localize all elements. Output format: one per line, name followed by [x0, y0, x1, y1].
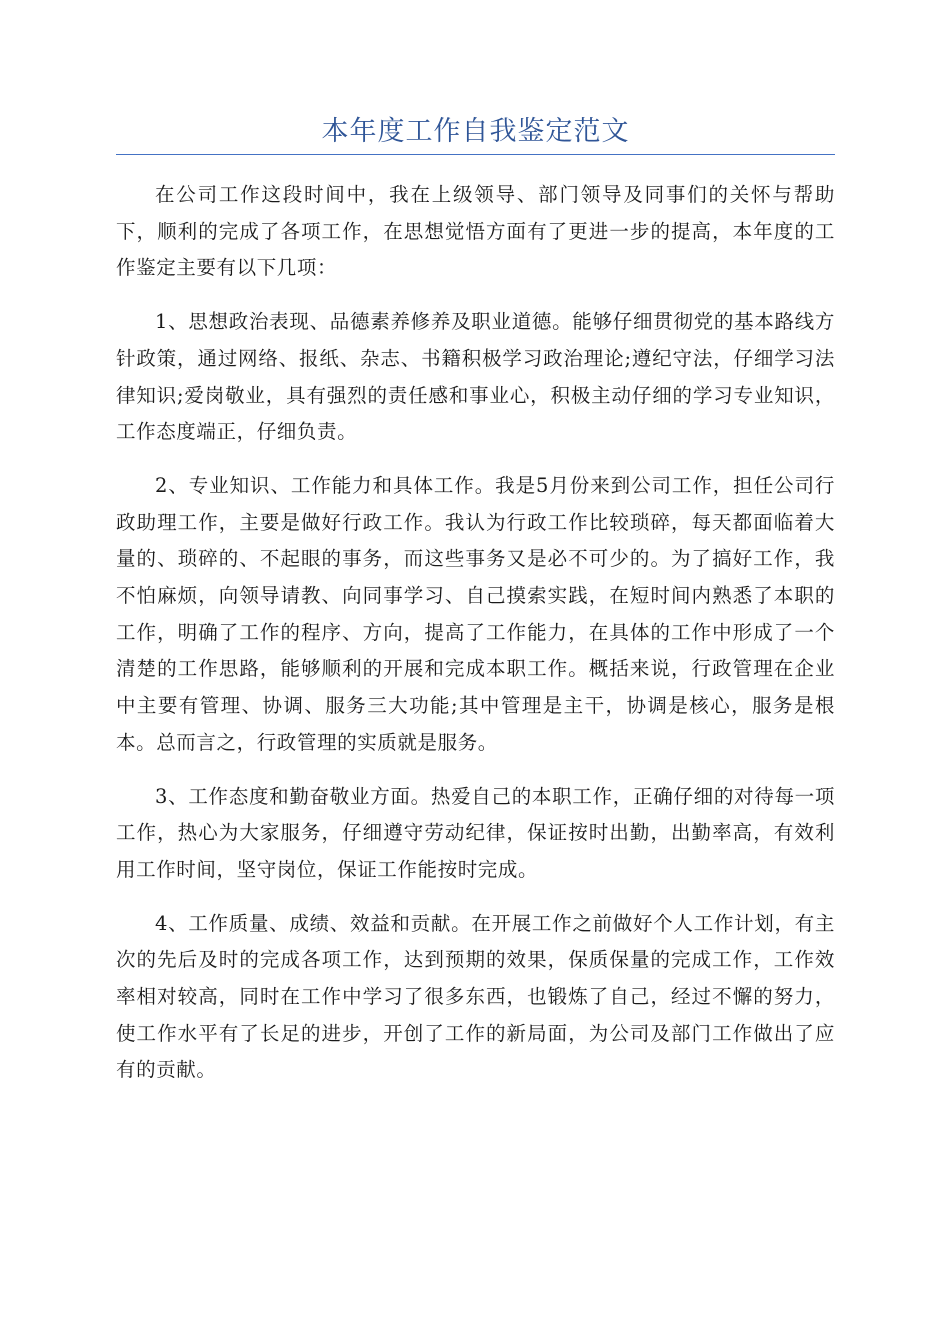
- title-underline: [116, 154, 835, 155]
- section-2-paragraph: 2、专业知识、工作能力和具体工作。我是5月份来到公司工作，担任公司行政助理工作，主要是做好行政工作。我认为行政工作比较琐碎，每天都面临着大量的、琐碎的、不起眼的事务，而这些事务又是必不可少的。为了搞好工作，我不怕麻烦，向领导请教、向同事学习、自己摸索实践，在短时间内熟悉了本职的工作，明确了工作的程序、方向，提高了工作能力，在具体的工作中形成了一个清楚的工作思路，能够顺利的开展和完成本职工作。概括来说，行政管理在企业中主要有管理、协调、服务三大功能;其中管理是主干，协调是核心，服务是根本。总而言之，行政管理的实质就是服务。: [116, 473, 835, 754]
- section-4-paragraph: 4、工作质量、成绩、效益和贡献。在开展工作之前做好个人工作计划，有主次的先后及时的完成各项工作，达到预期的效果，保质保量的完成工作，工作效率相对较高，同时在工作中学习了很多东西，也锻炼了自己，经过不懈的努力，使工作水平有了长足的进步，开创了工作的新局面，为公司及部门工作做出了应有的贡献。: [116, 911, 835, 1082]
- section-3-paragraph: 3、工作态度和勤奋敬业方面。热爱自己的本职工作，正确仔细的对待每一项工作，热心为大家服务，仔细遵守劳动纪律，保证按时出勤，出勤率高，有效利用工作时间，坚守岗位，保证工作能按时完成。: [116, 784, 835, 881]
- section-1-paragraph: 1、思想政治表现、品德素养修养及职业道德。能够仔细贯彻党的基本路线方针政策，通过网络、报纸、杂志、书籍积极学习政治理论;遵纪守法，仔细学习法律知识;爱岗敬业，具有强烈的责任感和事业心，积极主动仔细的学习专业知识，工作态度端正，仔细负责。: [116, 310, 835, 444]
- intro-paragraph: 在公司工作这段时间中，我在上级领导、部门领导及同事们的关怀与帮助下，顺利的完成了各项工作，在思想觉悟方面有了更进一步的提高，本年度的工作鉴定主要有以下几项：: [116, 183, 835, 280]
- document-title: 本年度工作自我鉴定范文: [321, 116, 630, 147]
- document-page: [116, 112, 835, 1106]
